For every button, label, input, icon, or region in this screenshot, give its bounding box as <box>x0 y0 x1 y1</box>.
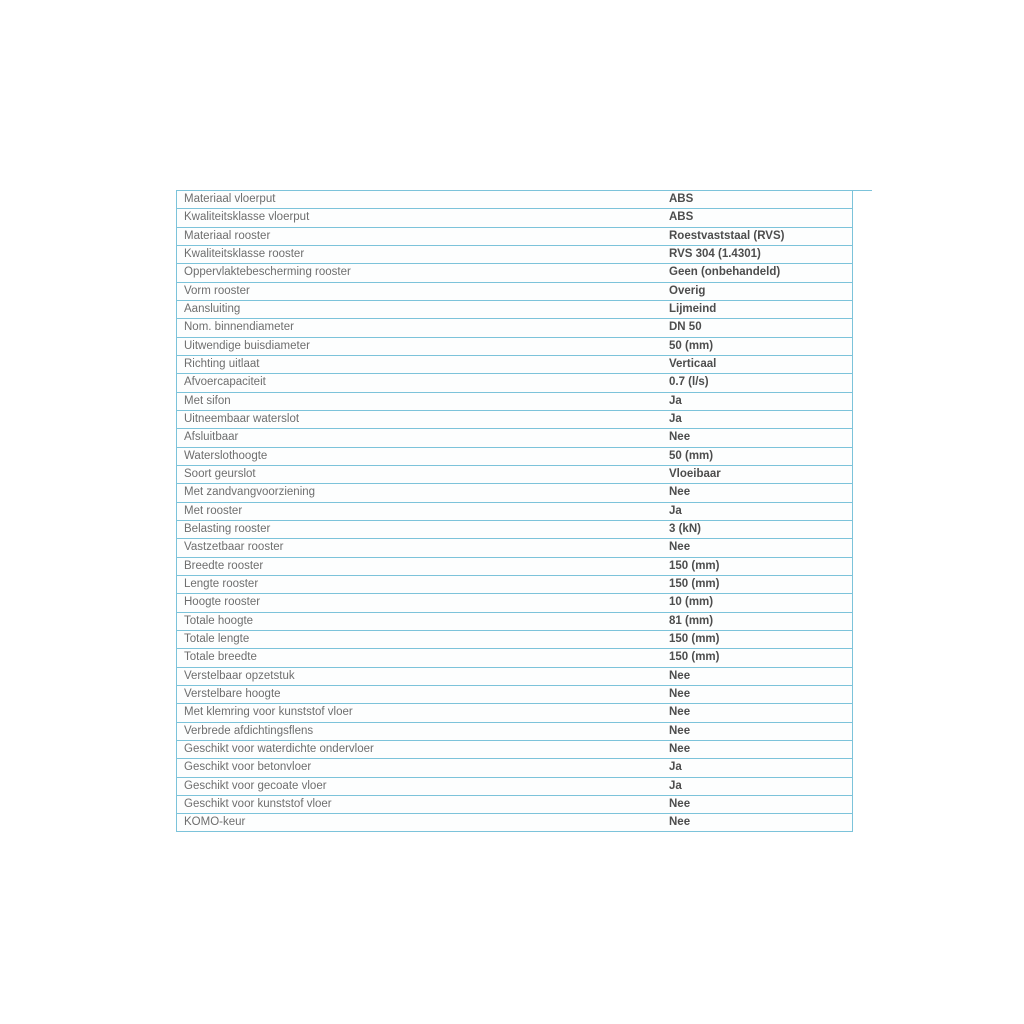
spec-label: Waterslothoogte <box>184 449 268 462</box>
table-row <box>177 503 852 521</box>
spec-label: Materiaal rooster <box>184 229 271 242</box>
spec-label: Afvoercapaciteit <box>184 376 266 389</box>
table-row <box>177 521 852 539</box>
table-row <box>177 668 852 686</box>
spec-label: Totale lengte <box>184 633 250 646</box>
spec-value: Nee <box>669 431 691 444</box>
table-row <box>177 778 852 796</box>
table-row <box>177 246 852 264</box>
spec-label: Soort geurslot <box>184 468 256 481</box>
spec-value: 81 (mm) <box>669 614 714 627</box>
spec-label: Vastzetbaar rooster <box>184 541 284 554</box>
spec-value: Verticaal <box>669 358 717 371</box>
spec-value: Ja <box>669 504 682 517</box>
spec-label: Met sifon <box>184 394 231 407</box>
spec-label: Geschikt voor waterdichte ondervloer <box>184 743 374 755</box>
spec-label: Richting uitlaat <box>184 358 260 371</box>
table-row <box>177 191 852 209</box>
table-row <box>177 374 852 392</box>
spec-value: 10 (mm) <box>669 596 714 609</box>
table-row <box>177 814 852 832</box>
table-row <box>177 613 852 631</box>
spec-label: Kwaliteitsklasse rooster <box>184 248 305 261</box>
spec-label: Kwaliteitsklasse vloerput <box>184 211 310 224</box>
spec-value: ABS <box>669 211 694 224</box>
table-row <box>177 576 852 594</box>
spec-value: Ja <box>669 779 682 792</box>
spec-label: Nom. binnendiameter <box>184 321 294 334</box>
spec-value: Nee <box>669 797 691 810</box>
table-row <box>177 558 852 576</box>
spec-value: 0.7 (l/s) <box>669 376 709 389</box>
spec-label: Totale breedte <box>184 651 257 664</box>
table-row <box>177 264 852 282</box>
spec-label: Materiaal vloerput <box>184 193 276 206</box>
table-row <box>177 356 852 374</box>
spec-value: Nee <box>669 541 691 554</box>
spec-value: DN 50 <box>669 321 702 334</box>
table-row <box>177 649 852 667</box>
table-row <box>177 631 852 649</box>
table-row <box>177 319 852 337</box>
table-row <box>177 283 852 301</box>
spec-value: Roestvaststaal (RVS) <box>669 229 785 242</box>
table-row <box>177 539 852 557</box>
spec-label: Lengte rooster <box>184 578 259 591</box>
table-row <box>177 338 852 356</box>
spec-value: Nee <box>669 688 691 701</box>
spec-label: Hoogte rooster <box>184 596 261 609</box>
table-row <box>177 686 852 704</box>
spec-label: Vorm rooster <box>184 284 250 297</box>
table-row <box>177 704 852 722</box>
spec-value: Overig <box>669 284 706 297</box>
table-row <box>177 741 852 759</box>
spec-value: RVS 304 (1.4301) <box>669 248 761 261</box>
table-row <box>177 723 852 741</box>
spec-value: Lijmeind <box>669 303 717 316</box>
spec-value: ABS <box>669 193 694 206</box>
table-row <box>177 448 852 466</box>
table-row <box>177 759 852 777</box>
spec-label: Uitwendige buisdiameter <box>184 339 310 352</box>
spec-label: Oppervlaktebescherming rooster <box>184 266 351 279</box>
table-row <box>177 796 852 814</box>
spec-label: Breedte rooster <box>184 559 264 572</box>
spec-label: Afsluitbaar <box>184 431 239 444</box>
table-row <box>177 484 852 502</box>
spec-value: Vloeibaar <box>669 468 721 481</box>
spec-label: Geschikt voor betonvloer <box>184 761 312 774</box>
spec-label: Met rooster <box>184 504 243 517</box>
spec-value: 150 (mm) <box>669 651 720 664</box>
spec-value: Nee <box>669 706 691 719</box>
spec-value: Ja <box>669 394 682 407</box>
table-row <box>177 429 852 447</box>
spec-value: Nee <box>669 724 691 737</box>
spec-table-body <box>176 191 853 832</box>
spec-label: Verstelbare hoogte <box>184 688 281 701</box>
spec-label: Totale hoogte <box>184 614 254 627</box>
spec-label: Geschikt voor gecoate vloer <box>184 779 327 792</box>
spec-value: Ja <box>669 761 682 774</box>
spec-value: 50 (mm) <box>669 449 714 462</box>
table-row <box>177 466 852 484</box>
spec-label: Geschikt voor kunststof vloer <box>184 797 332 810</box>
spec-label: Met klemring voor kunststof vloer <box>184 706 353 719</box>
spec-value: Nee <box>669 743 691 755</box>
spec-label: Aansluiting <box>184 303 241 316</box>
table-row <box>177 594 852 612</box>
spec-label: Verbrede afdichtingsflens <box>184 724 314 737</box>
table-row <box>177 301 852 319</box>
spec-label: Verstelbaar opzetstuk <box>184 669 295 682</box>
spec-label: Belasting rooster <box>184 523 271 536</box>
table-row <box>177 228 852 246</box>
spec-label: Met zandvangvoorziening <box>184 486 316 499</box>
spec-value: Ja <box>669 413 682 426</box>
spec-label: Uitneembaar waterslot <box>184 413 300 426</box>
table-row <box>177 393 852 411</box>
spec-value: 150 (mm) <box>669 633 720 646</box>
spec-value: Nee <box>669 669 691 682</box>
spec-value: Nee <box>669 486 691 499</box>
spec-value: 3 (kN) <box>669 523 701 536</box>
spec-value: 50 (mm) <box>669 339 714 352</box>
spec-label: KOMO-keur <box>184 816 246 829</box>
spec-value: Nee <box>669 816 691 829</box>
table-row <box>177 209 852 227</box>
table-row <box>177 411 852 429</box>
spec-value: Geen (onbehandeld) <box>669 266 781 279</box>
spec-value: 150 (mm) <box>669 578 720 591</box>
spec-value: 150 (mm) <box>669 559 720 572</box>
